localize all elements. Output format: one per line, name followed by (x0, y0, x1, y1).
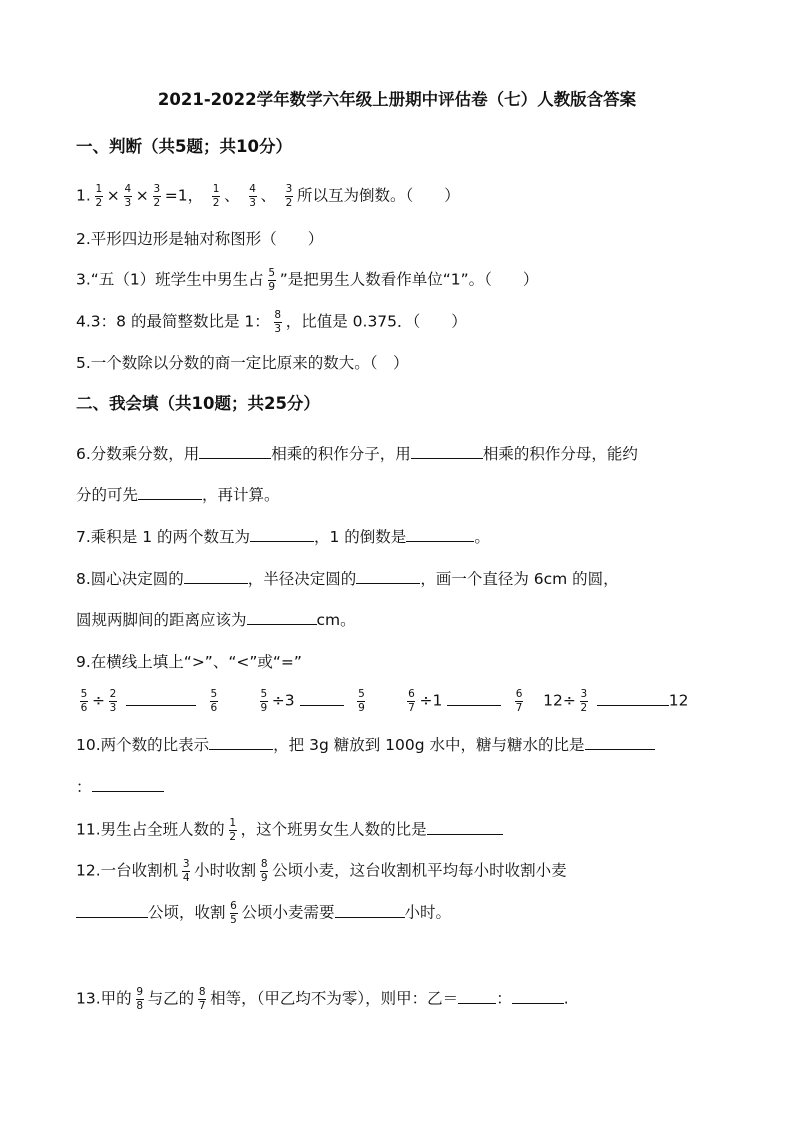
answer-blank[interactable] (411, 444, 483, 459)
section-heading-fill: 二、我会填（共10题；共25分） (76, 394, 320, 413)
question-8-line2 (76, 609, 356, 631)
answer-blank[interactable] (126, 691, 196, 706)
question-9-expressions (76, 689, 689, 713)
answer-blank[interactable] (138, 485, 202, 500)
page-title: 2021-2022学年数学六年级上册期中评估卷（七）人教版含答案 (157, 90, 637, 109)
question-10-line1 (76, 734, 655, 756)
fraction: $\frac{5}{6}$ (80, 688, 88, 714)
fraction: $\frac{4}{3}$ (124, 183, 132, 209)
q13-text-a: 13.甲的 (76, 989, 132, 1008)
fraction: $\frac{6}{7}$ (408, 688, 415, 714)
q1-tail: 所以互为倒数。（ ） (297, 186, 460, 205)
fraction: $\frac{9}{8}$ (136, 986, 143, 1012)
answer-blank[interactable] (585, 735, 655, 750)
q6-text-e: ，再计算。 (202, 486, 280, 504)
question-6-line2 (76, 484, 280, 506)
fraction: $\frac{6}{5}$ (230, 900, 237, 926)
section-heading-judgement: 一、判断（共5题；共10分） (76, 137, 292, 156)
fraction: $\frac{3}{2}$ (580, 688, 588, 714)
q13-text-d: ： (496, 989, 512, 1008)
question-7 (76, 526, 490, 548)
operator: ÷3 (271, 691, 295, 710)
fraction: $\frac{5}{9}$ (268, 267, 276, 293)
q7-text-a: 7.乘积是 1 的两个数互为 (76, 528, 251, 546)
q3-text: 3.“五（1）班学生中男生占 (76, 270, 264, 289)
fraction: $\frac{8}{9}$ (260, 858, 268, 884)
answer-blank[interactable] (597, 691, 669, 706)
fraction: $\frac{2}{3}$ (109, 688, 117, 714)
fraction: $\frac{4}{3}$ (249, 183, 256, 209)
fraction: $\frac{3}{4}$ (182, 858, 190, 884)
fraction: $\frac{5}{9}$ (260, 688, 268, 714)
q11-text-a: 11.男生占全班人数的 (76, 820, 225, 839)
times-sign: × (135, 186, 149, 205)
answer-blank[interactable] (76, 903, 148, 918)
question-10-line2 (76, 776, 164, 798)
q4-tail: ，比值是 0.375．（ ） (285, 312, 467, 331)
times-sign: × (106, 186, 120, 205)
separator: 、 (260, 186, 277, 205)
q8-text-a: 8.圆心决定圆的 (76, 570, 184, 588)
q10-text-a: 10.两个数的比表示 (76, 736, 210, 754)
answer-blank[interactable] (458, 989, 496, 1004)
question-2: 2.平形四边形是轴对称图形（ ） (76, 230, 324, 248)
q10-text-c: ： (76, 778, 92, 796)
question-13 (76, 987, 569, 1011)
operator: ÷ (92, 691, 105, 710)
fraction: $\frac{8}{3}$ (274, 309, 282, 335)
q13-text-c: 相等，（甲乙均不为零），则甲：乙＝ (210, 989, 459, 1008)
q12-text-a: 12.一台收割机 (76, 861, 179, 880)
q3-tail: ”是把男生人数看作单位“1”。（ ） (279, 270, 539, 289)
q11-text-b: ，这个班男女生人数的比是 (240, 820, 427, 839)
question-8-line1 (76, 568, 619, 590)
fraction: $\frac{8}{7}$ (198, 986, 206, 1012)
fraction: $\frac{1}{2}$ (229, 817, 236, 843)
answer-blank[interactable] (406, 527, 474, 542)
q13-text-e: . (563, 989, 569, 1008)
q1-number: 1. (76, 186, 91, 205)
q4-text: 4.3：8 的最简整数比是 1： (76, 312, 270, 331)
fraction: $\frac{3}{2}$ (153, 183, 161, 209)
q7-text-c: 。 (474, 528, 490, 546)
answer-blank[interactable] (300, 691, 344, 706)
q6-text-b: 相乘的积作分子，用 (271, 445, 411, 463)
question-12-line2 (76, 901, 451, 925)
fraction: $\frac{1}{2}$ (212, 183, 220, 209)
answer-blank[interactable] (427, 820, 503, 835)
answer-blank[interactable] (184, 569, 248, 584)
answer-blank[interactable] (356, 569, 420, 584)
fraction: $\frac{6}{7}$ (515, 688, 523, 714)
q8-text-c: ，画一个直径为 6cm 的圆， (420, 570, 619, 588)
question-3 (76, 268, 538, 292)
question-4 (76, 310, 467, 334)
q6-text-d: 分的可先 (76, 486, 139, 504)
q12-text-b: 小时收割 (194, 861, 257, 880)
fraction: $\frac{5}{6}$ (210, 688, 218, 714)
question-11 (76, 818, 503, 842)
answer-blank[interactable] (335, 903, 405, 918)
answer-blank[interactable] (512, 989, 564, 1004)
q12-text-e: 公顷小麦需要 (241, 903, 335, 922)
q13-text-b: 与乙的 (147, 989, 195, 1008)
operator: 12÷ (543, 691, 576, 710)
q8-text-d: 圆规两脚间的距离应该为 (76, 611, 247, 629)
fraction: $\frac{3}{2}$ (285, 183, 293, 209)
answer-blank[interactable] (447, 691, 501, 706)
q12-text-d: 公顷，收割 (148, 903, 226, 922)
fraction: $\frac{1}{2}$ (95, 183, 103, 209)
operator: ÷1 (419, 691, 443, 710)
answer-blank[interactable] (199, 444, 271, 459)
question-5: 5.一个数除以分数的商一定比原来的数大。（ ） (76, 354, 409, 372)
q12-text-c: 公顷小麦，这台收割机平均每小时收割小麦 (272, 861, 567, 880)
q7-text-b: ，1 的倒数是 (314, 528, 407, 546)
equals-one: =1， (164, 186, 204, 205)
question-9: 9.在横线上填上“>”、“<”或“=” (76, 653, 302, 671)
fraction: $\frac{5}{9}$ (358, 688, 365, 714)
q6-text-a: 6.分数乘分数，用 (76, 445, 200, 463)
q8-text-b: ，半径决定圆的 (247, 570, 357, 588)
answer-blank[interactable] (250, 527, 314, 542)
answer-blank[interactable] (209, 735, 273, 750)
q8-text-e: cm。 (316, 611, 356, 629)
q6-text-c: 相乘的积作分母，能约 (482, 445, 638, 463)
question-6-line1 (76, 443, 638, 465)
answer-blank[interactable] (247, 610, 317, 625)
operand: 12 (668, 691, 689, 710)
question-12-line1 (76, 859, 567, 883)
q12-text-g: 小时。 (404, 903, 452, 922)
q10-text-b: ，把 3g 糖放到 100g 水中，糖与糖水的比是 (273, 736, 585, 754)
answer-blank[interactable] (92, 777, 164, 792)
question-1 (76, 184, 460, 208)
separator: 、 (224, 186, 240, 205)
